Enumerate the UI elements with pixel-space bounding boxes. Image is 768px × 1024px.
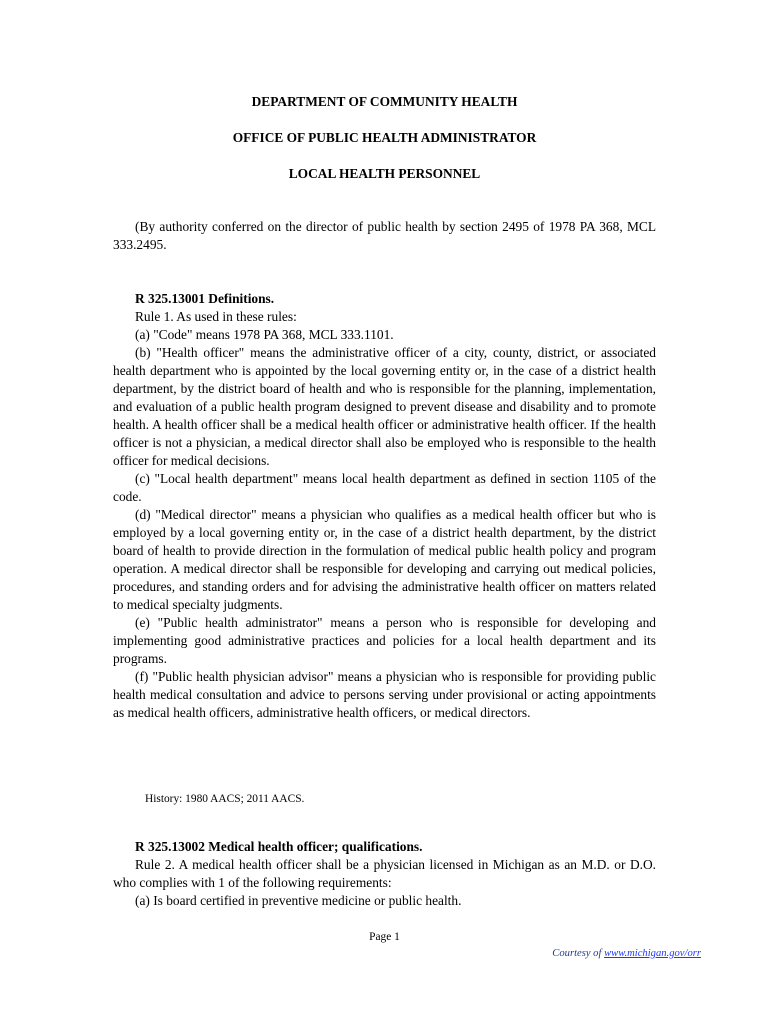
rule-2-title: R 325.13002 Medical health officer; qualifications. bbox=[135, 839, 423, 854]
authority-paragraph bbox=[113, 218, 656, 254]
rule-2-intro: Rule 2. A medical health officer shall be a physician licensed in Michigan as an M.D. or D.O. who complies with 1 of the following requirements: bbox=[113, 857, 656, 890]
history-note: History: 1980 AACS; 2011 AACS. bbox=[145, 793, 305, 805]
courtesy-footer bbox=[552, 947, 701, 960]
office-heading: OFFICE OF PUBLIC HEALTH ADMINISTRATOR bbox=[232, 130, 537, 145]
courtesy-prefix: Courtesy of bbox=[552, 948, 605, 959]
rule-1-title: R 325.13001 Definitions. bbox=[135, 291, 275, 306]
subject-heading: LOCAL HEALTH PERSONNEL bbox=[288, 166, 481, 181]
rule-2-section bbox=[113, 838, 656, 910]
rule-1-section bbox=[113, 290, 656, 722]
definition-e: (e) "Public health administrator" means a person who is responsible for developing and implementing good administrative practices and policies for a local health department and its programs. bbox=[113, 615, 656, 666]
definition-a: (a) "Code" means 1978 PA 368, MCL 333.1101. bbox=[135, 327, 394, 342]
definition-d: (d) "Medical director" means a physician who qualifies as a medical health officer but who is employed by a local governing entity or, in the case of a district health department, by the district board of health to provide direction in the formulation of medical public health policy and program operation. A medical director shall be responsible for developing and carrying out medical policies, procedures, and standing orders and for advising the administrative health officer on matters related to medical specialty judgments. bbox=[113, 507, 656, 612]
definition-f: (f) "Public health physician advisor" means a physician who is responsible for providing public health medical consultation and advice to persons serving under provisional or acting appointments as medical health officers, administrative health officers, or medical directors. bbox=[113, 669, 656, 720]
authority-text: (By authority conferred on the director of public health by section 2495 of 1978 PA 368, MCL 333.2495. bbox=[113, 219, 656, 252]
requirement-a: (a) Is board certified in preventive medicine or public health. bbox=[135, 893, 462, 908]
page-number: Page 1 bbox=[369, 931, 400, 943]
michigan-orr-link[interactable]: www.michigan.gov/orr bbox=[604, 948, 701, 959]
department-heading: DEPARTMENT OF COMMUNITY HEALTH bbox=[251, 94, 518, 109]
definition-c: (c) "Local health department" means local health department as defined in section 1105 of the code. bbox=[113, 471, 656, 504]
definition-b: (b) "Health officer" means the administrative officer of a city, county, district, or associated health department who is appointed by the local governing entity or, in the case of a district health department, by the district board of health and who is responsible for the planning, implementation, and evaluation of a public health program designed to prevent disease and disability and to promote health. A health officer shall be a medical health officer or administrative health officer. If the health officer is not a physician, a medical director shall also be employed who is responsible to the health officer for medical decisions. bbox=[113, 345, 656, 468]
rule-1-intro: Rule 1. As used in these rules: bbox=[135, 309, 297, 324]
